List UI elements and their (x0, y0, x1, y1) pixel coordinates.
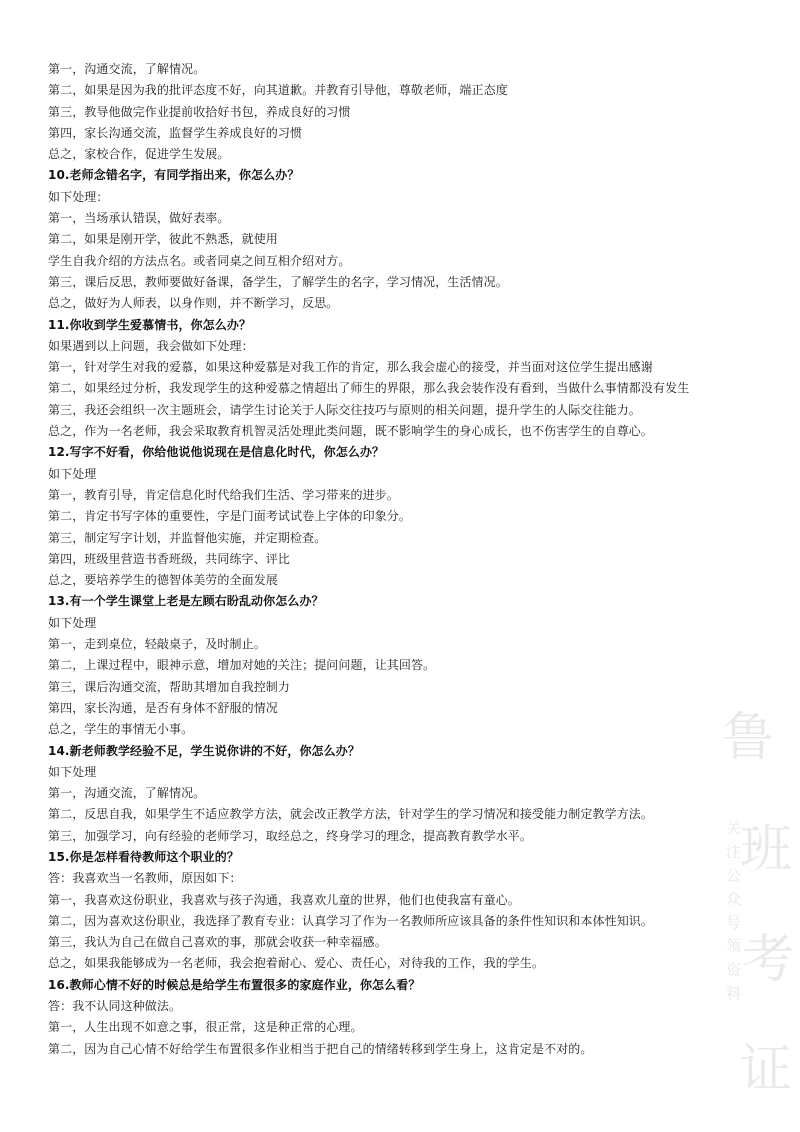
text-line: 第三，我认为自己在做自己喜欢的事，那就会收获一种幸福感。 (48, 935, 387, 950)
text-line: 总之，学生的事情无小事。 (48, 722, 194, 737)
text-line: 第四，家长沟通交流，监督学生养成良好的习惯 (48, 125, 303, 140)
text-line: 如下处理 (48, 615, 97, 630)
text-line: 第一，走到桌位，轻敲桌子，及时制止。 (48, 637, 266, 652)
text-line: 第一，人生出现不如意之事，很正常，这是种正常的心理。 (48, 1020, 363, 1035)
text-line: 第二，如果是刚开学，彼此不熟悉，就使用 (48, 232, 278, 247)
text-line: 学生自我介绍的方法点名。或者同桌之间互相介绍对方。 (48, 253, 351, 268)
question-heading: 13.有一个学生课堂上老是左顾右盼乱动你怎么办？ (48, 594, 324, 609)
text-line: 第二，如果经过分析，我发现学生的这种爱慕之情超出了师生的界限，那么我会装作没有看到，当做什么事情都没有发生 (48, 381, 690, 396)
text-line: 总之，家校合作，促进学生发展。 (48, 147, 230, 162)
question-heading: 14.新老师教学经验不足，学生说你讲的不好，你怎么办？ (48, 743, 360, 758)
text-line: 第二，肯定书写字体的重要性，字是门面考试试卷上字体的印象分。 (48, 509, 412, 524)
text-line: 第三，课后沟通交流，帮助其增加自我控制力 (48, 679, 291, 694)
text-line: 总之，做好为人师表，以身作则，并不断学习，反思。 (48, 296, 339, 311)
watermark-char: 考 (742, 930, 795, 990)
text-line: 第二，如果是因为我的批评态度不好，向其道歉。并教育引导他，尊敬老师，端正态度 (48, 83, 508, 98)
text-line: 第一，沟通交流，了解情况。 (48, 62, 206, 76)
text-line: 如果遇到以上问题，我会做如下处理： (48, 338, 254, 353)
text-line: 第二，因为自己心情不好给学生布置很多作业相当于把自己的情绪转移到学生身上，这肯定是不对的。 (48, 1041, 593, 1056)
text-line: 第二，上课过程中，眼神示意，增加对她的关注；提问问题，让其回答。 (48, 658, 436, 673)
text-line: 第三，教导他做完作业提前收拾好书包，养成良好的习惯 (48, 104, 351, 119)
text-line: 第四，班级里营造书香班级，共同练字、评比 (48, 551, 291, 566)
question-heading: 15.你是怎样看待教师这个职业的？ (48, 849, 239, 864)
question-heading: 10.老师念错名字，有同学指出来，你怎么办？ (48, 168, 300, 183)
text-line: 答：我喜欢当一名教师，原因如下： (48, 871, 242, 886)
text-line: 第一，我喜欢这份职业，我喜欢与孩子沟通，我喜欢儿童的世界，他们也使我富有童心。 (48, 892, 520, 907)
watermark (716, 708, 796, 1122)
question-heading: 16.教师心情不好的时候总是给学生布置很多的家庭作业，你怎么看？ (48, 977, 421, 992)
text-line: 第二，因为喜欢这份职业，我选择了教育专业：认真学习了作为一名教师所应该具备的条件性知识和本体性知识。 (48, 913, 654, 928)
text-line: 答：我不认同这种做法。 (48, 999, 182, 1014)
text-line: 总之，如果我能够成为一名老师，我会抱着耐心、爱心、责任心，对待我的工作，我的学生。 (48, 956, 545, 971)
question-heading: 11.你收到学生爱慕情书，你怎么办？ (48, 317, 252, 332)
text-line: 如下处理： (48, 189, 109, 204)
text-line: 第一，针对学生对我的爱慕，如果这种爱慕是对我工作的肯定，那么我会虚心的接受，并当面对这位学生提出感谢 (48, 360, 654, 375)
document-body (48, 59, 768, 1060)
text-line: 第三，课后反思，教师要做好备课，备学生，了解学生的名字，学习情况，生活情况。 (48, 274, 508, 289)
text-line: 第三，制定写字计划，并监督他实施，并定期检查。 (48, 530, 327, 545)
text-line: 如下处理 (48, 466, 97, 481)
watermark-char: 鲁 (722, 708, 775, 768)
text-line: 如下处理 (48, 764, 97, 779)
text-line: 第一，沟通交流，了解情况。 (48, 786, 206, 801)
text-line: 第一，教育引导，肯定信息化时代给我们生活、学习带来的进步。 (48, 487, 399, 502)
text-line: 第三，我还会组织一次主题班会，请学生讨论关于人际交往技巧与原则的相关问题，提升学生的人际交往能力。 (48, 402, 641, 417)
watermark-char: 证 (740, 1040, 793, 1100)
text-line: 第四，家长沟通，是否有身体不舒服的情况 (48, 700, 278, 715)
text-line: 第二，反思自我，如果学生不适应教学方法，就会改正教学方法，针对学生的学习情况和接受能力制定教学方法。 (48, 807, 654, 822)
question-heading: 12.写字不好看，你给他说他说现在是信息化时代，你怎么办？ (48, 445, 385, 460)
watermark-subtitle: 关注公众号领资料 (724, 820, 742, 1009)
text-line: 总之，要培养学生的德智体美劳的全面发展 (48, 573, 278, 588)
text-line: 总之，作为一名老师，我会采取教育机智灵活处理此类问题，既不影响学生的身心成长，也不伤害学生的自尊心。 (48, 424, 654, 439)
watermark-char: 班 (740, 820, 793, 880)
text-line: 第三，加强学习，向有经验的老师学习，取经总之，终身学习的理念，提高教育教学水平。 (48, 828, 533, 843)
text-line: 第一，当场承认错误，做好表率。 (48, 211, 230, 226)
